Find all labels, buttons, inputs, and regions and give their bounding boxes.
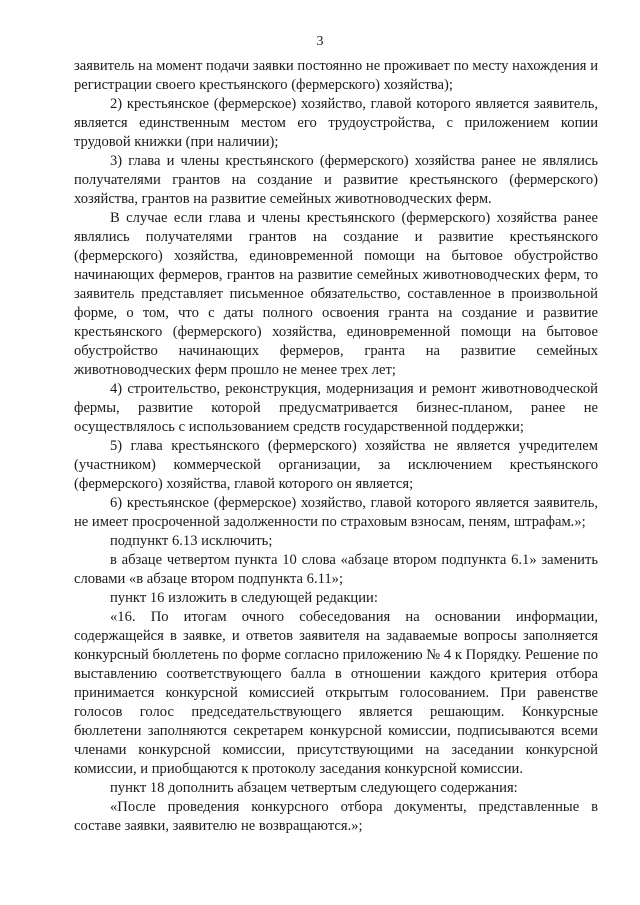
paragraph-item-2: 2) крестьянское (фермерское) хозяйство, главой которого является заявитель, является единственным местом его трудоустройства, с приложением копии трудовой книжки (при наличии);: [74, 96, 598, 150]
document-body: [74, 57, 598, 836]
paragraph-item-4: 4) строительство, реконструкция, модернизация и ремонт животноводческой фермы, развитие которой предусматривается бизнес-планом, ранее не осуществлялось с использованием средств государственной поддержки;: [74, 381, 598, 435]
paragraph-point-16-intro: пункт 16 изложить в следующей редакции:: [110, 590, 378, 606]
paragraph-item-6: 6) крестьянское (фермерское) хозяйство, главой которого является заявитель, не имеет просроченной задолженности по страховым взносам, пеням, штрафам.»;: [74, 495, 598, 530]
paragraph-point-18-intro: пункт 18 дополнить абзацем четвертым следующего содержания:: [110, 780, 518, 796]
paragraph-point-18-text: «После проведения конкурсного отбора документы, представленные в составе заявки, заявителю не возвращаются.»;: [74, 799, 598, 834]
page-number: 3: [316, 34, 324, 49]
paragraph-subitem-6-13: подпункт 6.13 исключить;: [110, 533, 273, 549]
paragraph-point-10: в абзаце четвертом пункта 10 слова «абзаце втором подпункта 6.1» заменить словами «в абзаце втором подпункта 6.11»;: [74, 552, 598, 587]
paragraph-grant-case: В случае если глава и члены крестьянского (фермерского) хозяйства ранее являлись получателями грантов на создание и развитие крестьянского (фермерского) хозяйства, единовременной помощи на бытовое обустройство начинающих фермеров, грантов на развитие семейных животноводческих ферм, то заявитель представляет письменное обязательство, составленное в произвольной форме, о том, что с даты полного освоения гранта на создание и развитие крестьянского (фермерского) хозяйства, единовременной помощи на бытовое обустройство начинающих фермеров, гранта на развитие семейных животноводческих ферм прошло не менее трех лет;: [74, 210, 598, 378]
paragraph-point-16-text: «16. По итогам очного собеседования на основании информации, содержащейся в заявке, и ответов заявителя на задаваемые вопросы заполняется конкурсный бюллетень по форме согласно приложению № 4 к Порядку. Решение по выставлению соответствующего балла в отношении каждого критерия отбора принимается конкурсной комиссией открытым голосованием. При равенстве голосов голос председательствующего является решающим. Конкурсные бюллетени заполняются секретарем конкурсной комиссии, подписываются всеми членами конкурсной комиссии, присутствующими на заседании конкурсной комиссии, и приобщаются к протоколу заседания конкурсной комиссии.: [74, 609, 598, 777]
paragraph-item-3: 3) глава и члены крестьянского (фермерского) хозяйства ранее не являлись получателями грантов на создание и развитие крестьянского (фермерского) хозяйства, грантов на развитие семейных животноводческих ферм.: [74, 153, 598, 207]
paragraph-continuation: заявитель на момент подачи заявки постоянно не проживает по месту нахождения и регистрации своего крестьянского (фермерского) хозяйства);: [74, 58, 598, 93]
paragraph-item-5: 5) глава крестьянского (фермерского) хозяйства не является учредителем (участником) коммерческой организации, за исключением крестьянского (фермерского) хозяйства, главой которого он является;: [74, 438, 598, 492]
